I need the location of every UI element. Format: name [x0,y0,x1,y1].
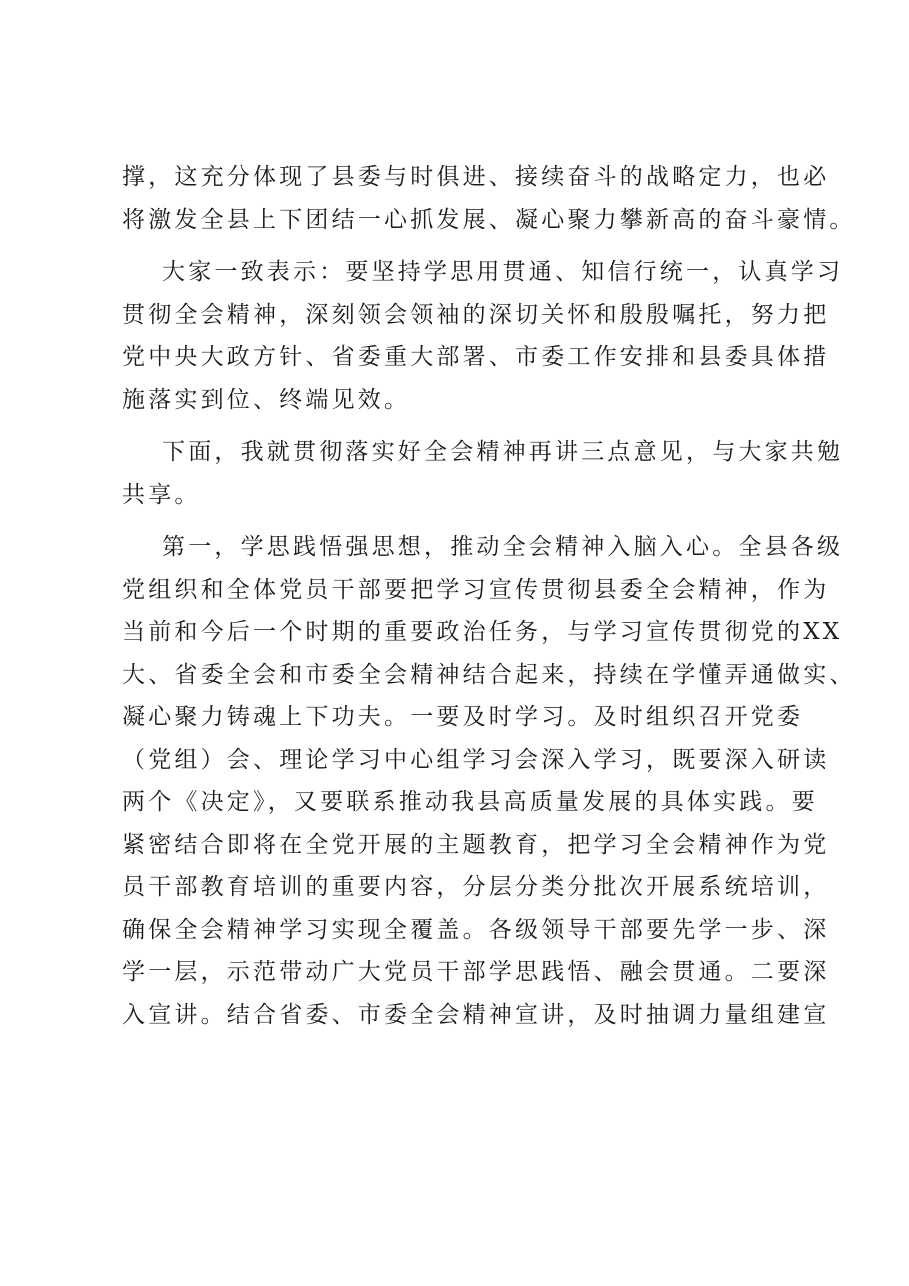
text-line: 将激发全县上下团结一心抓发展、凝心聚力攀新高的奋斗豪情。 [122,206,856,233]
text-line: 大家一致表示：要坚持学思用贯通、知信行统一，认真学习 [162,259,844,285]
text-line: 共享。 [122,481,201,508]
text-line: 贯彻全会精神，深刻领会领袖的深切关怀和殷殷嘱托，努力把 [122,301,830,328]
text-line: 第一，学思践悟强思想，推动全会精神入脑入心。全县各级 [162,534,844,560]
text-line: （党组）会、理论学习中心组学习会深入学习，既要深入研读 [122,746,830,773]
text-line: 确保全会精神学习实现全覆盖。各级领导干部要先学一步、深 [122,916,830,943]
text-line: 紧密结合即将在全党开展的主题教育，把学习全会精神作为党 [122,831,830,858]
text-line: 撑，这充分体现了县委与时俱进、接续奋斗的战略定力，也必 [122,164,830,190]
text-line: 党组织和全体党员干部要把学习宣传贯彻县委全会精神，作为 [122,576,830,603]
text-line: 入宣讲。结合省委、市委全会精神宣讲，及时抽调力量组建宣 [122,1001,830,1028]
text-line: 下面，我就贯彻落实好全会精神再讲三点意见，与大家共勉 [162,439,844,465]
document-body [122,156,856,1036]
text-line: 大、省委全会和市委全会精神结合起来，持续在学懂弄通做实、 [122,661,856,688]
text-line: 学一层，示范带动广大党员干部学思践悟、融会贯通。二要深 [122,959,830,985]
text-line: 当前和今后一个时期的重要政治任务，与学习宣传贯彻党的XX [122,619,843,645]
text-line: 两个《决定》，又要联系推动我县高质量发展的具体实践。要 [122,789,818,815]
text-line: 员干部教育培训的重要内容，分层分类分批次开展系统培训， [122,874,830,900]
text-line: 施落实到位、终端见效。 [122,386,411,413]
text-line: 党中央大政方针、省委重大部署、市委工作安排和县委具体措 [122,344,830,370]
text-line: 凝心聚力铸魂上下功夫。一要及时学习。及时组织召开党委 [122,704,804,730]
